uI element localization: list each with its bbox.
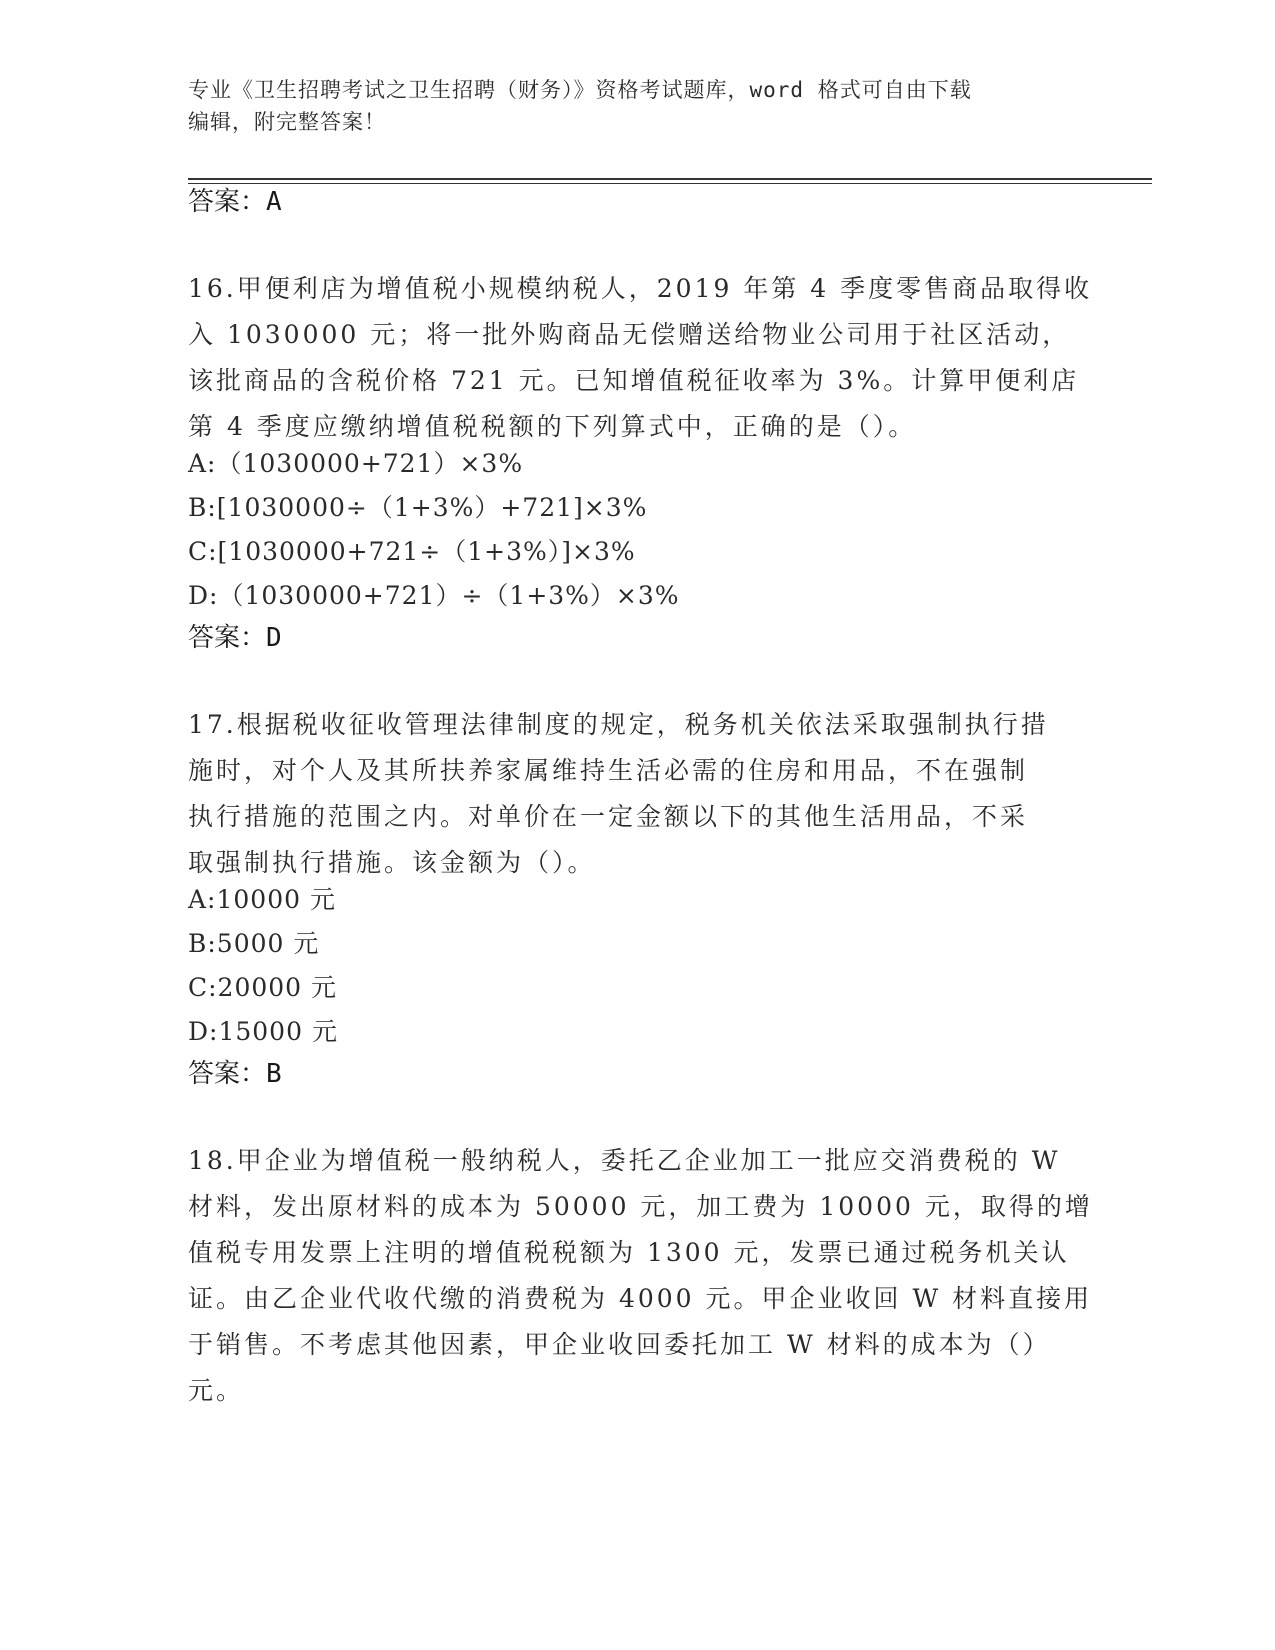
question-16-answer: 答案：D xyxy=(188,623,282,653)
question-line: 元。 xyxy=(188,1376,245,1405)
question-17-option-a: A:10000 元 xyxy=(188,885,336,914)
header-line-2: 编辑，附完整答案！ xyxy=(188,110,386,134)
question-16-option-b: B:[1030000÷（1+3%）+721]×3% xyxy=(188,493,648,522)
question-16-option-c: C:[1030000+721÷（1+3%）]×3% xyxy=(188,537,636,566)
header-divider-thin xyxy=(188,183,1152,184)
question-line: 材料，发出原材料的成本为 50000 元，加工费为 10000 元，取得的增 xyxy=(188,1192,1093,1221)
question-18-text xyxy=(188,1138,1093,1414)
question-16-option-a: A:（1030000+721）×3% xyxy=(188,449,524,478)
question-line: 证。由乙企业代收代缴的消费税为 4000 元。甲企业收回 W 材料直接用 xyxy=(188,1284,1093,1313)
question-line: 入 1030000 元；将一批外购商品无偿赠送给物业公司用于社区活动， xyxy=(188,320,1071,349)
question-line: 执行措施的范围之内。对单价在一定金额以下的其他生活用品，不采 xyxy=(188,802,1029,831)
question-line: 取强制执行措施。该金额为（）。 xyxy=(188,848,596,877)
question-line: 于销售。不考虑其他因素，甲企业收回委托加工 W 材料的成本为（） xyxy=(188,1330,1051,1359)
question-16-option-d: D:（1030000+721）÷（1+3%）×3% xyxy=(188,581,680,610)
question-line: 值税专用发票上注明的增值税税额为 1300 元，发票已通过税务机关认 xyxy=(188,1238,1070,1267)
question-17-option-c: C:20000 元 xyxy=(188,973,338,1002)
header-divider-thick xyxy=(188,178,1152,180)
question-line: 该批商品的含税价格 721 元。已知增值税征收率为 3%。计算甲便利店 xyxy=(188,366,1080,395)
question-line: 16.甲便利店为增值税小规模纳税人，2019 年第 4 季度零售商品取得收 xyxy=(188,274,1093,303)
page-header xyxy=(188,74,1068,138)
question-line: 第 4 季度应缴纳增值税税额的下列算式中，正确的是（）。 xyxy=(188,412,917,441)
question-line: 18.甲企业为增值税一般纳税人，委托乙企业加工一批应交消费税的 W xyxy=(188,1146,1061,1175)
question-line: 17.根据税收征收管理法律制度的规定，税务机关依法采取强制执行措 xyxy=(188,710,1049,739)
question-17-answer: 答案：B xyxy=(188,1059,282,1089)
question-16-text xyxy=(188,266,1093,450)
question-line: 施时，对个人及其所扶养家属维持生活必需的住房和用品，不在强制 xyxy=(188,756,1029,785)
question-17-option-d: D:15000 元 xyxy=(188,1017,338,1046)
question-17-option-b: B:5000 元 xyxy=(188,929,320,958)
header-line-1: 专业《卫生招聘考试之卫生招聘（财务）》资格考试题库，word 格式可自由下载 xyxy=(188,78,972,102)
question-17-text xyxy=(188,702,1078,886)
previous-answer: 答案：A xyxy=(188,187,282,217)
